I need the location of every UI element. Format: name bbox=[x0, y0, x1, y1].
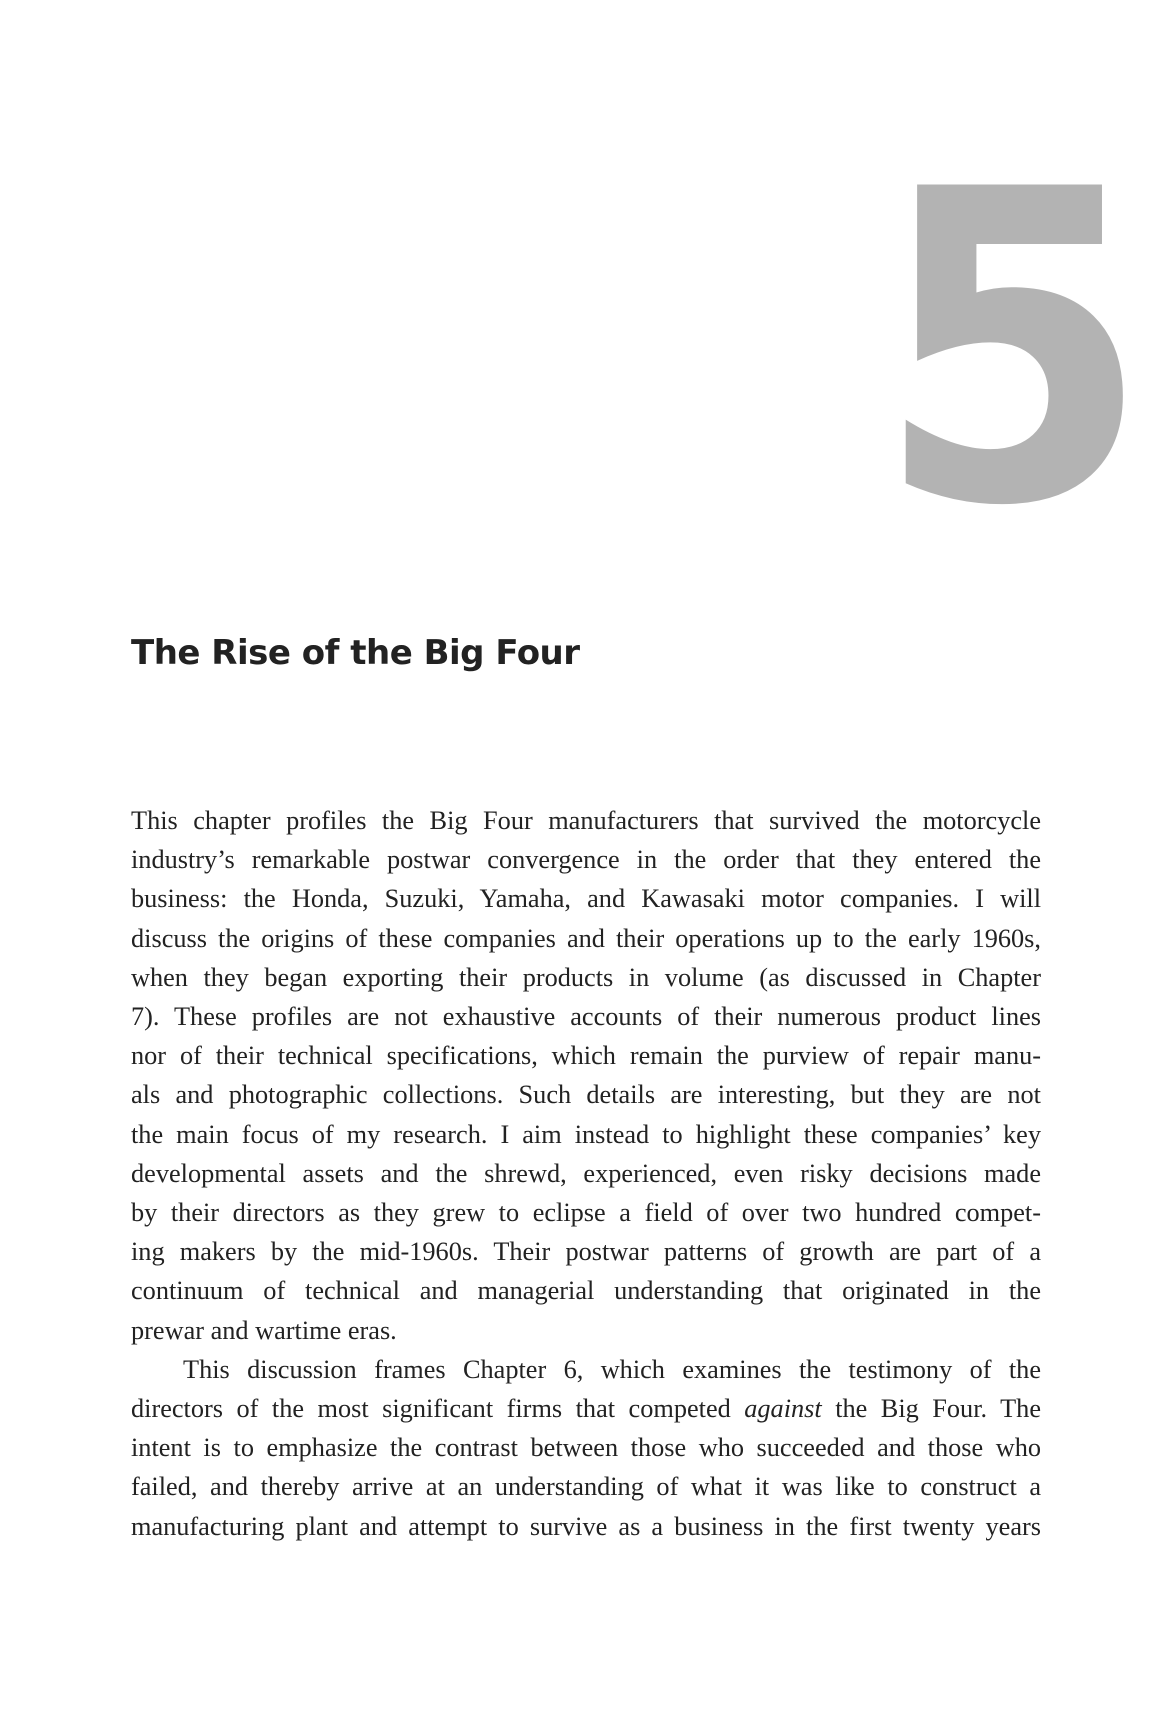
chapter-body bbox=[131, 801, 1041, 1546]
text-line: This chapter profiles the Big Four manufacturers that survived the motorcycle bbox=[131, 806, 1041, 835]
text-line: manufacturing plant and attempt to survive as a business in the first twenty years bbox=[131, 1511, 1041, 1541]
text-line: 7). These profiles are not exhaustive accounts of their numerous product lines bbox=[131, 1002, 1041, 1032]
text-line: when they began exporting their products in volume (as discussed in Chapter bbox=[131, 962, 1041, 992]
text-line: developmental assets and the shrewd, experienced, even risky decisions made bbox=[131, 1158, 1041, 1188]
text-line: als and photographic collections. Such details are interesting, but they are not bbox=[131, 1080, 1041, 1110]
text-run: the Big Four. The bbox=[821, 1394, 1041, 1424]
text-line: prewar and wartime eras. bbox=[131, 1315, 397, 1345]
text-line: intent is to emphasize the contrast between those who succeeded and those who bbox=[131, 1433, 1041, 1463]
text-line: industry’s remarkable postwar convergence in the order that they entered the bbox=[131, 845, 1041, 875]
text-line: nor of their technical specifications, which remain the purview of repair manu- bbox=[131, 1041, 1041, 1071]
paragraph-1 bbox=[131, 801, 1041, 1350]
text-run: directors of the most significant firms that competed bbox=[131, 1394, 745, 1424]
chapter-number: 5 bbox=[875, 100, 1142, 600]
text-line: continuum of technical and managerial understanding that originated in the bbox=[131, 1276, 1041, 1306]
emphasized-word: against bbox=[744, 1394, 822, 1424]
chapter-title: The Rise of the Big Four bbox=[131, 633, 580, 673]
paragraph-2 bbox=[131, 1350, 1041, 1546]
text-line: discuss the origins of these companies and their operations up to the early 1960s, bbox=[131, 923, 1041, 953]
text-line: business: the Honda, Suzuki, Yamaha, and Kawasaki motor companies. I will bbox=[131, 884, 1041, 914]
text-line: the main focus of my research. I aim instead to highlight these companies’ key bbox=[131, 1119, 1041, 1149]
text-line: This discussion frames Chapter 6, which examines the testimony of the bbox=[183, 1354, 1041, 1384]
text-line: ing makers by the mid-1960s. Their postwar patterns of growth are part of a bbox=[131, 1237, 1041, 1267]
text-line bbox=[131, 1389, 1041, 1428]
text-line: failed, and thereby arrive at an understanding of what it was like to construct a bbox=[131, 1472, 1041, 1502]
text-line: by their directors as they grew to eclipse a field of over two hundred compet- bbox=[131, 1198, 1041, 1228]
